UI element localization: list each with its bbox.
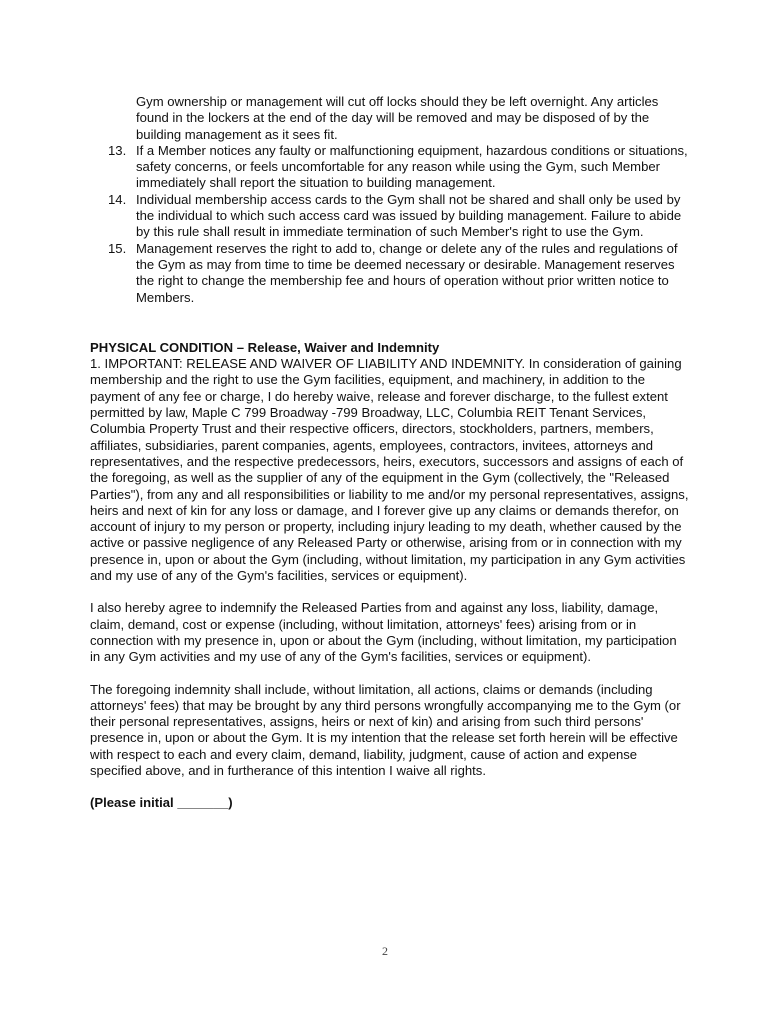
rule-number: 14. [108,191,127,207]
rule-12-continuation: Gym ownership or management will cut off locks should they be left overnight. Any articles found in the lockers at the end of the day will be removed and may be disposed of by the building management as it sees fit. [136,94,659,142]
rule-text: Management reserves the right to add to, change or delete any of the rules and regulations of the Gym as may from time to time be deemed necessary or desirable. Management reserves the right to change the membership fee and hours of operation without prior written notice to Members. [136,240,678,305]
page-number: 2 [382,944,388,958]
document-body [90,94,690,812]
initial-line: (Please initial _______) [90,795,233,811]
section-heading: PHYSICAL CONDITION – Release, Waiver and Indemnity [90,339,440,355]
rule-item [90,192,690,241]
rule-item [90,241,690,306]
release-waiver-paragraph: 1. IMPORTANT: RELEASE AND WAIVER OF LIABILITY AND INDEMNITY. In consideration of gaining membership and the right to use the Gym facilities, equipment, and machinery, in addition to the payment of any fee or charge, I do hereby waive, release and forever discharge, to the fullest extent permitted by law, Maple C 799 Broadway -799 Broadway, LLC, Columbia REIT Tenant Services, Columbia Property Trust and their respective officers, directors, stockholders, partners, members, affiliates, subsidiaries, parent companies, agents, employees, contractors, invitees, attorneys and representatives, and the respective predecessors, heirs, executors, successors and assigns of each of the foregoing, as well as the supplier of any of the equipment in the Gym (collectively, the "Released Parties"), from any and all responsibilities or liability to me and/or my personal representatives, assigns, heirs and next of kin for any loss or damage, and I forever give up any claims or demands therefor, on account of injury to my person or property, including injury leading to my death, whether caused by the active or passive negligence of any Released Party or otherwise, arising from or in connection with my presence in, upon or about the Gym (including, without limitation, my participation in any Gym activities and my use of any of the Gym's facilities, services or equipment). [90,356,689,584]
rule-number: 13. [108,142,127,158]
rule-item [90,143,690,192]
indemnify-paragraph: I also hereby agree to indemnify the Released Parties from and against any loss, liability, damage, claim, demand, cost or expense (including, without limitation, attorneys' fees) arising from or in connection with my presence in, upon or about the Gym (including, without limitation, my participation in any Gym activities and my use of any of the Gym's facilities, services or equipment). [90,600,677,665]
rule-text: If a Member notices any faulty or malfunctioning equipment, hazardous conditions or situations, safety concerns, or feels uncomfortable for any reason while using the Gym, such Member immediately shall report the situation to building management. [136,142,688,191]
rule-text: Individual membership access cards to the Gym shall not be shared and shall only be used by the individual to which such access card was issued by building management. Failure to abide by this rule shall result in immediate termination of such Member's right to use the Gym. [136,191,682,240]
indemnity-scope-paragraph: The foregoing indemnity shall include, without limitation, all actions, claims or demands (including attorneys' fees) that may be brought by any third persons wrongfully accompanying me to the Gym (or their personal representatives, assigns, heirs or next of kin) and arising from such third persons' presence in, upon or about the Gym. It is my intention that the release set forth herein will be effective with respect to each and every claim, demand, liability, judgment, cause of action and expense specified above, and in furtherance of this intention I waive all rights. [90,681,681,778]
rules-list [90,143,690,306]
rule-number: 15. [108,240,127,256]
